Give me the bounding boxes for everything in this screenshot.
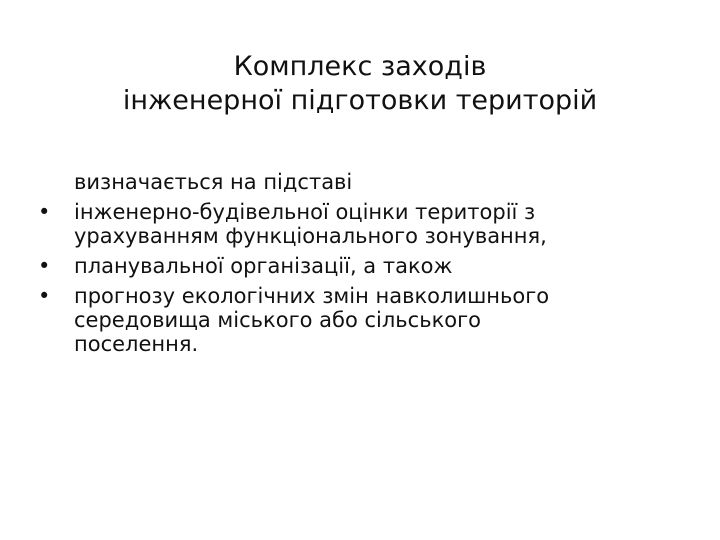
slide-body	[36, 170, 676, 362]
list-item	[36, 284, 676, 356]
list-item-line: планувальної організації, а також	[74, 254, 453, 278]
intro-text: визначається на підставі	[74, 170, 353, 194]
list-item-line: поселення.	[74, 332, 199, 356]
bullet-icon: •	[38, 254, 51, 278]
bullet-list	[36, 200, 676, 356]
bullet-icon: •	[38, 284, 51, 308]
list-item	[36, 254, 676, 278]
slide-title-line-2: інженерної підготовки територій	[122, 85, 598, 116]
slide-title-line-1: Комплекс заходів	[233, 51, 487, 82]
list-item	[36, 200, 676, 248]
list-item-line: інженерно-будівельної оцінки території з	[74, 200, 536, 224]
list-item-line: урахуванням функціонального зонування,	[74, 224, 547, 248]
list-item-line: прогнозу екологічних змін навколишнього	[74, 284, 550, 308]
slide-title	[60, 50, 660, 118]
bullet-icon: •	[38, 200, 51, 224]
list-item-line: середовища міського або сільського	[74, 308, 481, 332]
